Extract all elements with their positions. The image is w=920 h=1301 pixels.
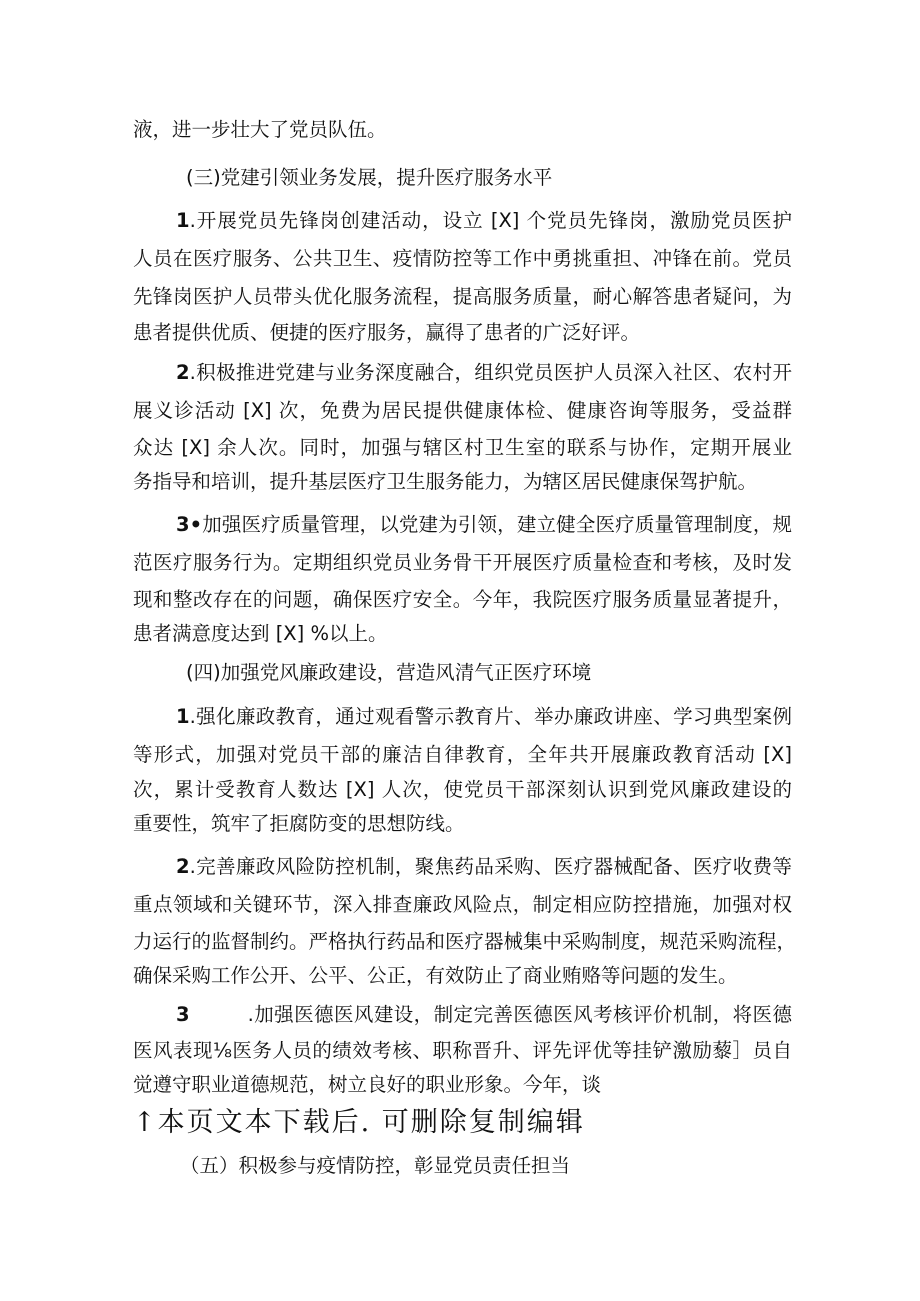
item-number: 1 xyxy=(176,705,190,728)
item-number: 3 xyxy=(176,1003,190,1026)
paragraph-line: 医风表现⅛医务人员的绩效考核、职称晋升、评先评优等挂铲激励藜］员自 xyxy=(133,1039,792,1062)
item-text: .加强医德医风建设，制定完善医德医风考核评价机制，将医德 xyxy=(247,1003,792,1026)
item-number: 2 xyxy=(176,855,190,878)
list-item-line xyxy=(176,208,792,234)
item-number: 1 xyxy=(176,209,190,232)
section-heading-3: (三)党建引领业务发展，提升医疗服务水平 xyxy=(186,166,553,189)
paragraph-line: 力运行的监督制约。严格执行药品和医疗器械集中采购制度，规范采购流程， xyxy=(133,930,797,953)
paragraph-line: 人员在医疗服务、公共卫生、疫情防控等工作中勇挑重担、冲锋在前。党员 xyxy=(133,247,792,270)
paragraph-line: 确保采购工作公开、公平、公正，有效防止了商业贿赂等问题的发生。 xyxy=(133,964,738,987)
paragraph-line: 患者满意度达到 [X] %以上。 xyxy=(133,622,388,645)
paragraph-line: 觉遵守职业道德规范，树立良好的职业形象。今年，谈 xyxy=(133,1073,602,1096)
list-item-line xyxy=(176,704,792,730)
item-number: 2 xyxy=(176,361,190,384)
paragraph-line: 务指导和培训，提升基层医疗卫生服务能力，为辖区居民健康保驾护航。 xyxy=(133,470,758,493)
item-text: .完善廉政风险防控机制，聚焦药品采购、医疗器械配备、医疗收费等 xyxy=(189,855,792,878)
paragraph-line: 现和整改存在的问题，确保医疗安全。今年，我院医疗服务质量显著提升， xyxy=(133,588,792,611)
paragraph-line: 重要性，筑牢了拒腐防变的思想防线。 xyxy=(133,812,465,835)
paragraph-line: 次，累计受教育人数达 [X] 人次，使党员干部深刻认识到党风廉政建设的 xyxy=(133,778,792,801)
paragraph-line: 液，进一步壮大了党员队伍。 xyxy=(133,118,387,141)
paragraph-line: 重点领域和关键环节，深入排查廉政风险点，制定相应防控措施，加强对权 xyxy=(133,893,792,916)
paragraph-line: 范医疗服务行为。定期组织党员业务骨干开展医疗质量检查和考核，及时发 xyxy=(133,551,792,574)
item-text: .开展党员先锋岗创建活动，设立 [X] 个党员先锋岗，激励党员医护 xyxy=(189,209,792,232)
item-text: .强化廉政教育，通过观看警示教育片、举办廉政讲座、学习典型案例 xyxy=(189,705,792,728)
paragraph-line: 众达 [X] 余人次。同时，加强与辖区村卫生室的联系与协作，定期开展业 xyxy=(133,436,792,459)
item-number: 3• xyxy=(176,513,203,536)
list-item-line xyxy=(176,360,792,386)
item-text: .积极推进党建与业务深度融合，组织党员医护人员深入社区、农村开 xyxy=(189,361,792,384)
item-text: 加强医疗质量管理，以党建为引领，建立健全医疗质量管理制度，规 xyxy=(202,513,792,536)
paragraph-line: 患者提供优质、便捷的医疗服务，赢得了患者的广泛好评。 xyxy=(133,321,641,344)
paragraph-line: 等形式，加强对党员干部的廉洁自律教育，全年共开展廉政教育活动 [X] xyxy=(133,743,792,766)
list-item-line xyxy=(176,1002,792,1028)
download-notice: ↑本页文本下载后. 可删除复制编辑 xyxy=(133,1107,585,1138)
paragraph-line: 先锋岗医护人员带头优化服务流程，提高服务质量，耐心解答患者疑问，为 xyxy=(133,285,792,308)
list-item-line xyxy=(176,854,792,880)
list-item-line xyxy=(176,512,792,538)
section-heading-5: （五）积极参与疫情防控，彰显党员责任担当 xyxy=(180,1154,571,1177)
paragraph-line: 展义诊活动 [X] 次，免费为居民提供健康体检、健康咨询等服务，受益群 xyxy=(133,399,792,422)
section-heading-4: (四)加强党风廉政建设，营造风清气正医疗环境 xyxy=(186,661,592,684)
